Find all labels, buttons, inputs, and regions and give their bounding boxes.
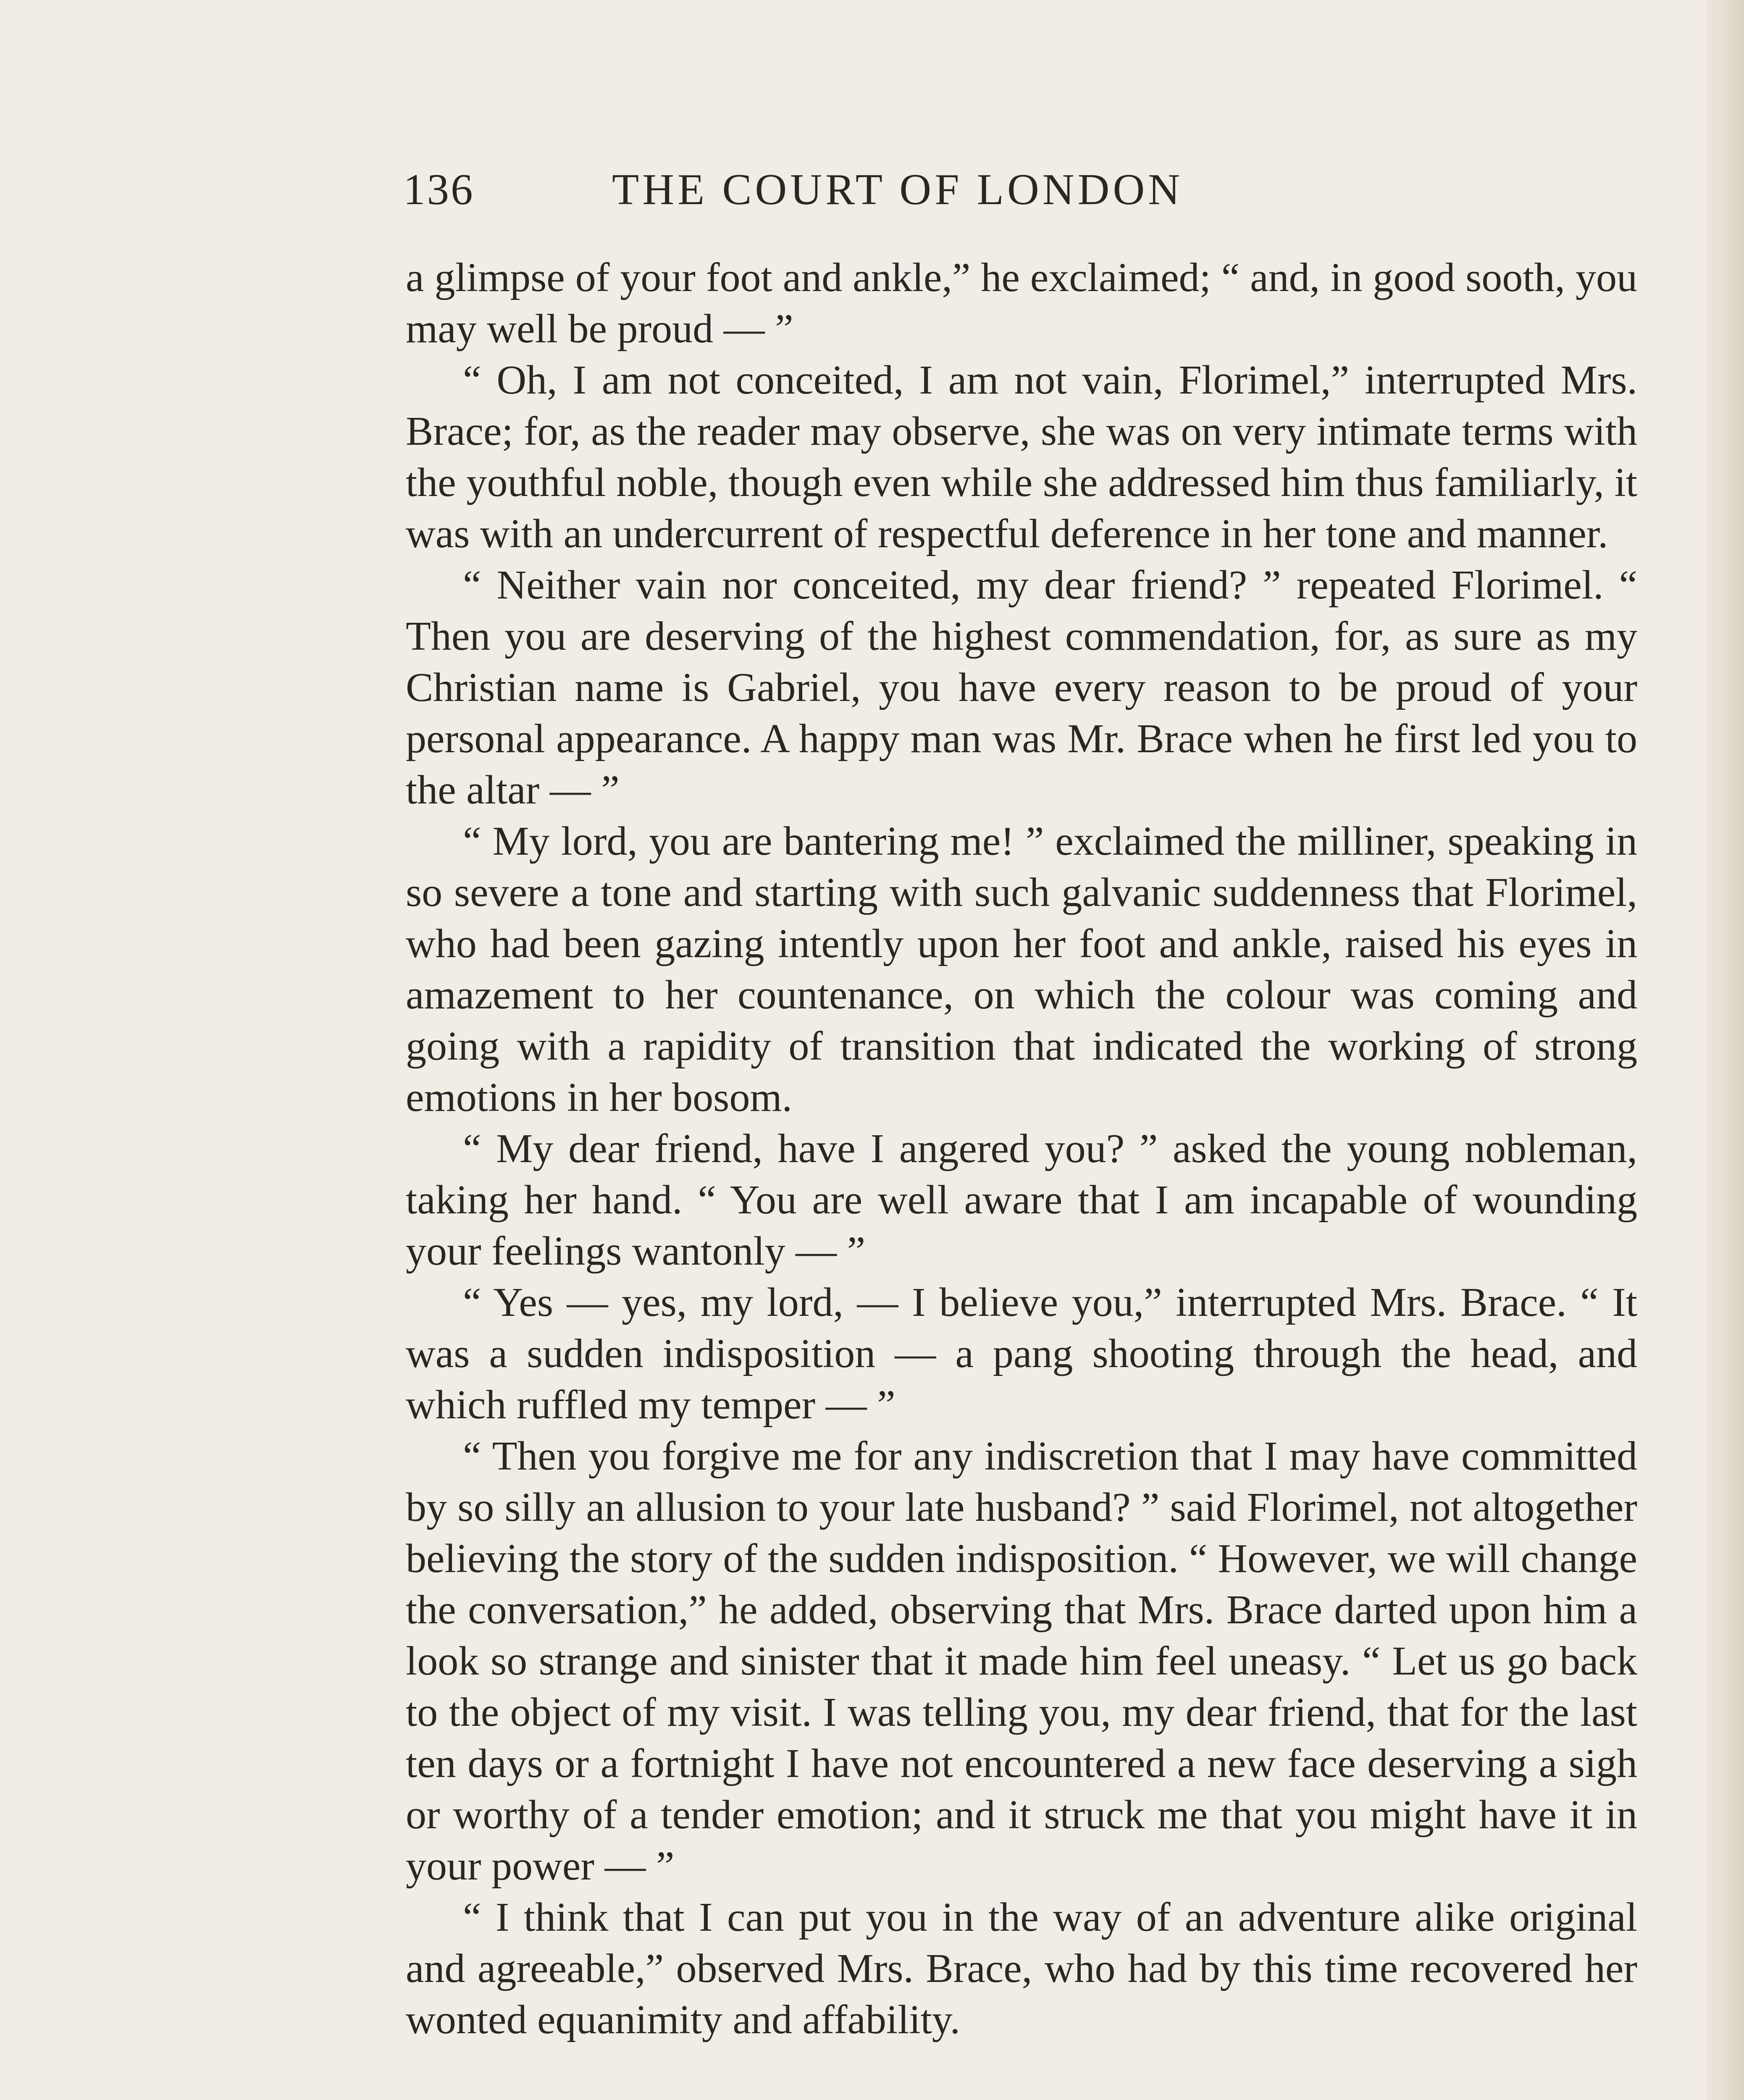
paragraph-4: “ My lord, you are bantering me! ” exclaimed the milliner, speaking in so severe a tone and starting with such galvanic suddenness that Florimel, who had been gazing intently upon her foot and ankle, raised his eyes in amazement to her countenance, on which the colour was coming and going with a rapidity of transition that indicated the working of strong emotions in her bosom.: [406, 819, 1637, 1120]
paragraph-7: “ Then you forgive me for any indiscretion that I may have committed by so silly an allusion to your late husband? ” said Florimel, not altogether believing the story of the sudden indisposition. “ However, we will change the conversation,” he added, observing that Mrs. Brace darted upon him a look so strange and sinister that it made him feel uneasy. “ Let us go back to the object of my visit. I was telling you, my dear friend, that for the last ten days or a fortnight I have not encountered a new face deserving a sigh or worthy of a tender emotion; and it struck me that you might have it in your power — ”: [406, 1433, 1637, 1889]
page-edge: [1706, 0, 1744, 2100]
paragraph-2: “ Oh, I am not conceited, I am not vain, Florimel,” interrupted Mrs. Brace; for, as the reader may observe, she was on very intimate terms with the youthful noble, though even while she addressed him thus familiarly, it was with an undercurrent of respectful deference in her tone and manner.: [406, 357, 1637, 556]
paragraph-3: “ Neither vain nor conceited, my dear friend? ” repeated Florimel. “ Then you are deserving of the highest commendation, for, as sure as my Christian name is Gabriel, you have every reason to be proud of your personal appearance. A happy man was Mr. Brace when he first led you to the altar — ”: [406, 562, 1637, 813]
running-title: THE COURT OF LONDON: [612, 165, 1183, 214]
paragraph-6: “ Yes — yes, my lord, — I believe you,” interrupted Mrs. Brace. “ It was a sudden indisposition — a pang shooting through the head, and which ruffled my temper — ”: [406, 1280, 1637, 1428]
paragraph-8: “ I think that I can put you in the way of an adventure alike original and agreeable,” observed Mrs. Brace, who had by this time recovered her wonted equanimity and affability.: [406, 1895, 1637, 2042]
paragraph-5: “ My dear friend, have I angered you? ” asked the young nobleman, taking her hand. “ You are well aware that I am incapable of wounding your feelings wantonly — ”: [406, 1126, 1637, 1274]
page-number: 136: [403, 165, 475, 214]
body-text: [406, 252, 1637, 2045]
paragraph-1: a glimpse of your foot and ankle,” he exclaimed; “ and, in good sooth, you may well be proud — ”: [406, 255, 1637, 352]
running-head: [403, 151, 1346, 218]
